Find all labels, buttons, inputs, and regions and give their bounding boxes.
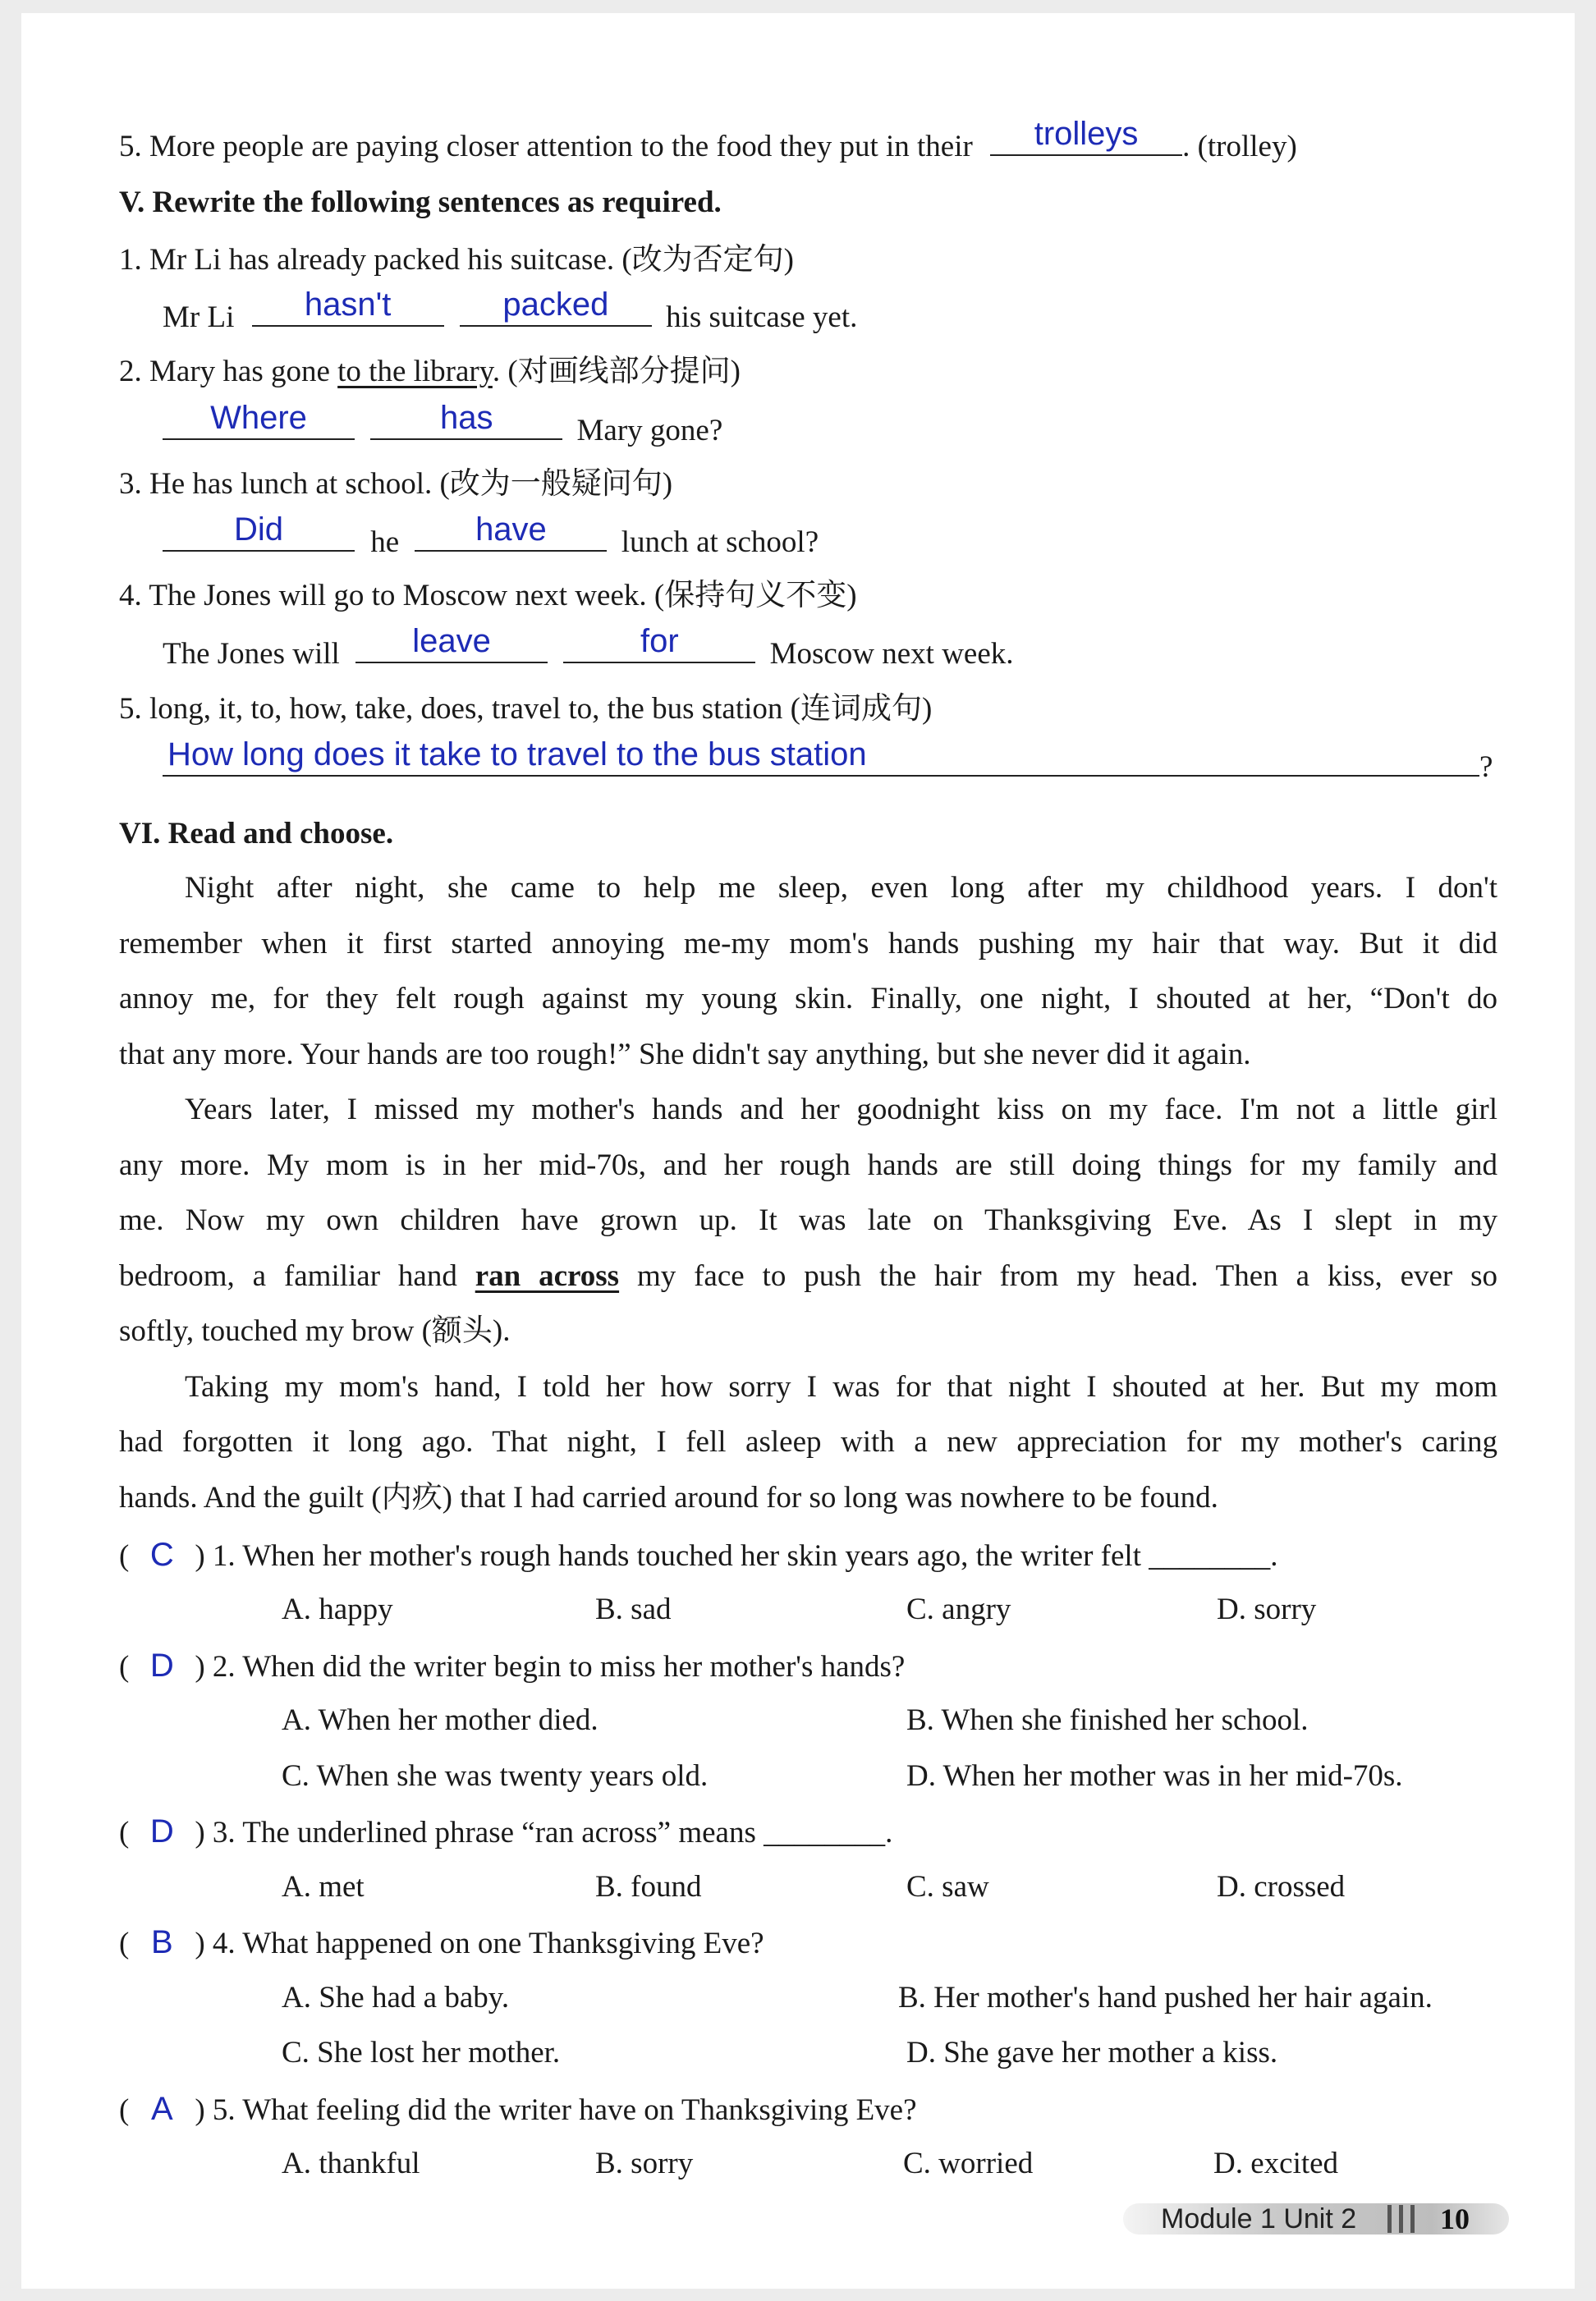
mc-question-5: ( A ) 5. What feeling did the writer have on Thanksgiving Eve? bbox=[119, 2091, 917, 2127]
part5-q4-blank1 bbox=[355, 623, 548, 663]
passage-p2-line4-post: my face to push the hair from my head. Then a kiss, ever so bbox=[636, 1259, 1498, 1293]
part5-q3-answer2: have bbox=[475, 511, 547, 548]
part5-q1-blank2 bbox=[460, 286, 652, 327]
mc-option: B. sorry bbox=[595, 2147, 694, 2180]
part5-q4-answer-line bbox=[163, 623, 1014, 673]
mc-option: A. When her mother died. bbox=[282, 1703, 598, 1737]
part4-q5-answer: trolleys bbox=[1034, 116, 1139, 152]
mc-stem-2: 2. When did the writer begin to miss her mother's hands? bbox=[212, 1650, 906, 1684]
mc-option: C. When she was twenty years old. bbox=[282, 1759, 709, 1793]
part5-q5-text: 5. long, it, to, how, take, does, travel to, the bus station (连词成句) bbox=[119, 692, 933, 726]
part5-q4-answer2: for bbox=[640, 623, 679, 659]
part5-q4-text: 4. The Jones will go to Moscow next week. (保持句义不变) bbox=[119, 579, 857, 612]
mc-option: B. Her mother's hand pushed her hair again. bbox=[898, 1981, 1433, 2015]
part5-q2-post: . (对画线部分提问) bbox=[492, 355, 741, 388]
part4-q5 bbox=[119, 116, 1297, 166]
mc-option: A. She had a baby. bbox=[282, 1981, 510, 2015]
mc-option: C. saw bbox=[906, 1870, 989, 1904]
passage-p2-line5: softly, touched my brow (额头). bbox=[119, 1314, 511, 1348]
part6-heading: VI. Read and choose. bbox=[119, 817, 394, 850]
part4-q5-hint: . (trolley) bbox=[1182, 130, 1297, 163]
part5-q2-underlined: to the library bbox=[337, 355, 493, 388]
mc-answer-4: B bbox=[150, 1924, 173, 1960]
mc-option: B. When she finished her school. bbox=[906, 1703, 1309, 1737]
mc-option: C. She lost her mother. bbox=[282, 2036, 561, 2070]
mc-option: A. thankful bbox=[282, 2147, 420, 2180]
page-number: 10 bbox=[1440, 2202, 1470, 2235]
passage-p2-line1: Years later, I missed my mother's hands and her goodnight kiss on my face. I'm not a little girl bbox=[185, 1093, 1497, 1126]
page-footer bbox=[1123, 2198, 1509, 2239]
mc-option: D. excited bbox=[1213, 2147, 1339, 2180]
part5-q1-text: 1. Mr Li has already packed his suitcase. (改为否定句) bbox=[119, 243, 795, 277]
mc-answer-1: C bbox=[149, 1537, 174, 1573]
part5-q2-blank2 bbox=[370, 400, 562, 440]
part5-q1-prefix: Mr Li bbox=[163, 300, 235, 334]
mc-option: C. angry bbox=[906, 1593, 1011, 1626]
part5-q3-suffix: lunch at school? bbox=[621, 525, 819, 559]
mc-option: D. sorry bbox=[1217, 1593, 1317, 1626]
mc-stem-1: 1. When her mother's rough hands touched her skin years ago, the writer felt ________. bbox=[212, 1539, 1278, 1573]
part5-q3-answer1: Did bbox=[233, 511, 284, 548]
footer-module-label: Module 1 Unit 2 bbox=[1161, 2203, 1357, 2235]
part5-q1-suffix: his suitcase yet. bbox=[666, 300, 858, 334]
part5-q3-blank2 bbox=[415, 511, 607, 552]
part5-q2-blank1 bbox=[163, 400, 355, 440]
part5-q2-suffix: Mary gone? bbox=[576, 414, 723, 447]
part4-q5-blank bbox=[990, 116, 1182, 156]
part5-q4-answer1: leave bbox=[412, 623, 491, 659]
mc-option: D. She gave her mother a kiss. bbox=[906, 2036, 1278, 2070]
part5-q1-blank1 bbox=[252, 286, 444, 327]
mc-answer-3: D bbox=[149, 1813, 174, 1850]
passage-p1-line3: annoy me, for they felt rough against my young skin. Finally, one night, I shouted at her, “Don't do bbox=[119, 982, 1497, 1015]
mc-question-4: ( B ) 4. What happened on one Thanksgiving Eve? bbox=[119, 1924, 764, 1960]
part5-q4-suffix: Moscow next week. bbox=[769, 637, 1014, 671]
passage-p3-line3: hands. And the guilt (内疚) that I had carried around for so long was nowhere to be found. bbox=[119, 1481, 1218, 1515]
part5-q3-mid: he bbox=[370, 525, 400, 559]
mc-question-2: ( D ) 2. When did the writer begin to miss her mother's hands? bbox=[119, 1648, 906, 1684]
passage-p3-line2: had forgotten it long ago. That night, I fell asleep with a new appreciation for my mother's caring bbox=[119, 1425, 1497, 1459]
part5-q3-text: 3. He has lunch at school. (改为一般疑问句) bbox=[119, 467, 673, 501]
part5-q5-answer: How long does it take to travel to the bus station bbox=[167, 736, 867, 772]
part5-q5-blank bbox=[163, 736, 1479, 777]
underlined-phrase: ran across bbox=[475, 1259, 620, 1293]
mc-option: B. found bbox=[595, 1870, 702, 1904]
passage-p2-line4 bbox=[119, 1249, 1497, 1304]
mc-question-1: ( C ) 1. When her mother's rough hands touched her skin years ago, the writer felt ________. bbox=[119, 1537, 1278, 1573]
mc-option: B. sad bbox=[595, 1593, 672, 1626]
footer-bars-icon bbox=[1387, 2205, 1429, 2233]
mc-question-3: ( D ) 3. The underlined phrase “ran across” means ________. bbox=[119, 1813, 893, 1850]
passage-p3-line1: Taking my mom's hand, I told her how sorry I was for that night I shouted at her. But my mom bbox=[185, 1370, 1497, 1404]
mc-option: A. happy bbox=[282, 1593, 393, 1626]
mc-answer-5: A bbox=[150, 2091, 173, 2127]
part4-q5-text: 5. More people are paying closer attention to the food they put in their bbox=[119, 130, 973, 163]
mc-answer-2: D bbox=[149, 1648, 174, 1684]
part5-q1-answer-line bbox=[163, 286, 858, 337]
passage-p2-line3: me. Now my own children have grown up. It was late on Thanksgiving Eve. As I slept in my bbox=[119, 1203, 1497, 1237]
part5-q2-text bbox=[119, 353, 741, 391]
part5-q4-blank2 bbox=[563, 623, 755, 663]
part5-q2-answer-line bbox=[163, 400, 723, 450]
mc-option: D. crossed bbox=[1217, 1870, 1346, 1904]
passage-p2-line4-pre: bedroom, a familiar hand bbox=[119, 1259, 457, 1293]
part5-q1-answer1: hasn't bbox=[304, 286, 392, 323]
part5-q4-prefix: The Jones will bbox=[163, 637, 340, 671]
mc-stem-5: 5. What feeling did the writer have on Thanksgiving Eve? bbox=[212, 2093, 917, 2127]
passage-p2-line2: any more. My mom is in her mid-70s, and her rough hands are still doing things for my family and bbox=[119, 1148, 1497, 1182]
part5-q2-answer1: Where bbox=[210, 400, 307, 436]
passage-p1-line2: remember when it first started annoying me-my mom's hands pushing my hair that way. But it did bbox=[119, 927, 1497, 960]
mc-stem-3: 3. The underlined phrase “ran across” means ________. bbox=[212, 1816, 893, 1850]
mc-stem-4: 4. What happened on one Thanksgiving Eve? bbox=[212, 1927, 764, 1960]
part5-q1-answer2: packed bbox=[502, 286, 609, 323]
part5-q5-end: ? bbox=[1479, 750, 1493, 784]
passage-p1-line1: Night after night, she came to help me sleep, even long after my childhood years. I don't bbox=[185, 871, 1497, 905]
part5-q2-pre: 2. Mary has gone bbox=[119, 355, 338, 388]
part5-heading: V. Rewrite the following sentences as required. bbox=[119, 186, 722, 219]
mc-option: C. worried bbox=[903, 2147, 1034, 2180]
mc-option: A. met bbox=[282, 1870, 365, 1904]
part5-q5-answer-line bbox=[163, 736, 1493, 786]
part5-q3-blank1 bbox=[163, 511, 355, 552]
part5-q3-answer-line bbox=[163, 511, 819, 561]
passage-p1-line4: that any more. Your hands are too rough!” She didn't say anything, but she never did it again. bbox=[119, 1038, 1251, 1071]
part5-q2-answer2: has bbox=[440, 400, 493, 436]
mc-option: D. When her mother was in her mid-70s. bbox=[906, 1759, 1403, 1793]
